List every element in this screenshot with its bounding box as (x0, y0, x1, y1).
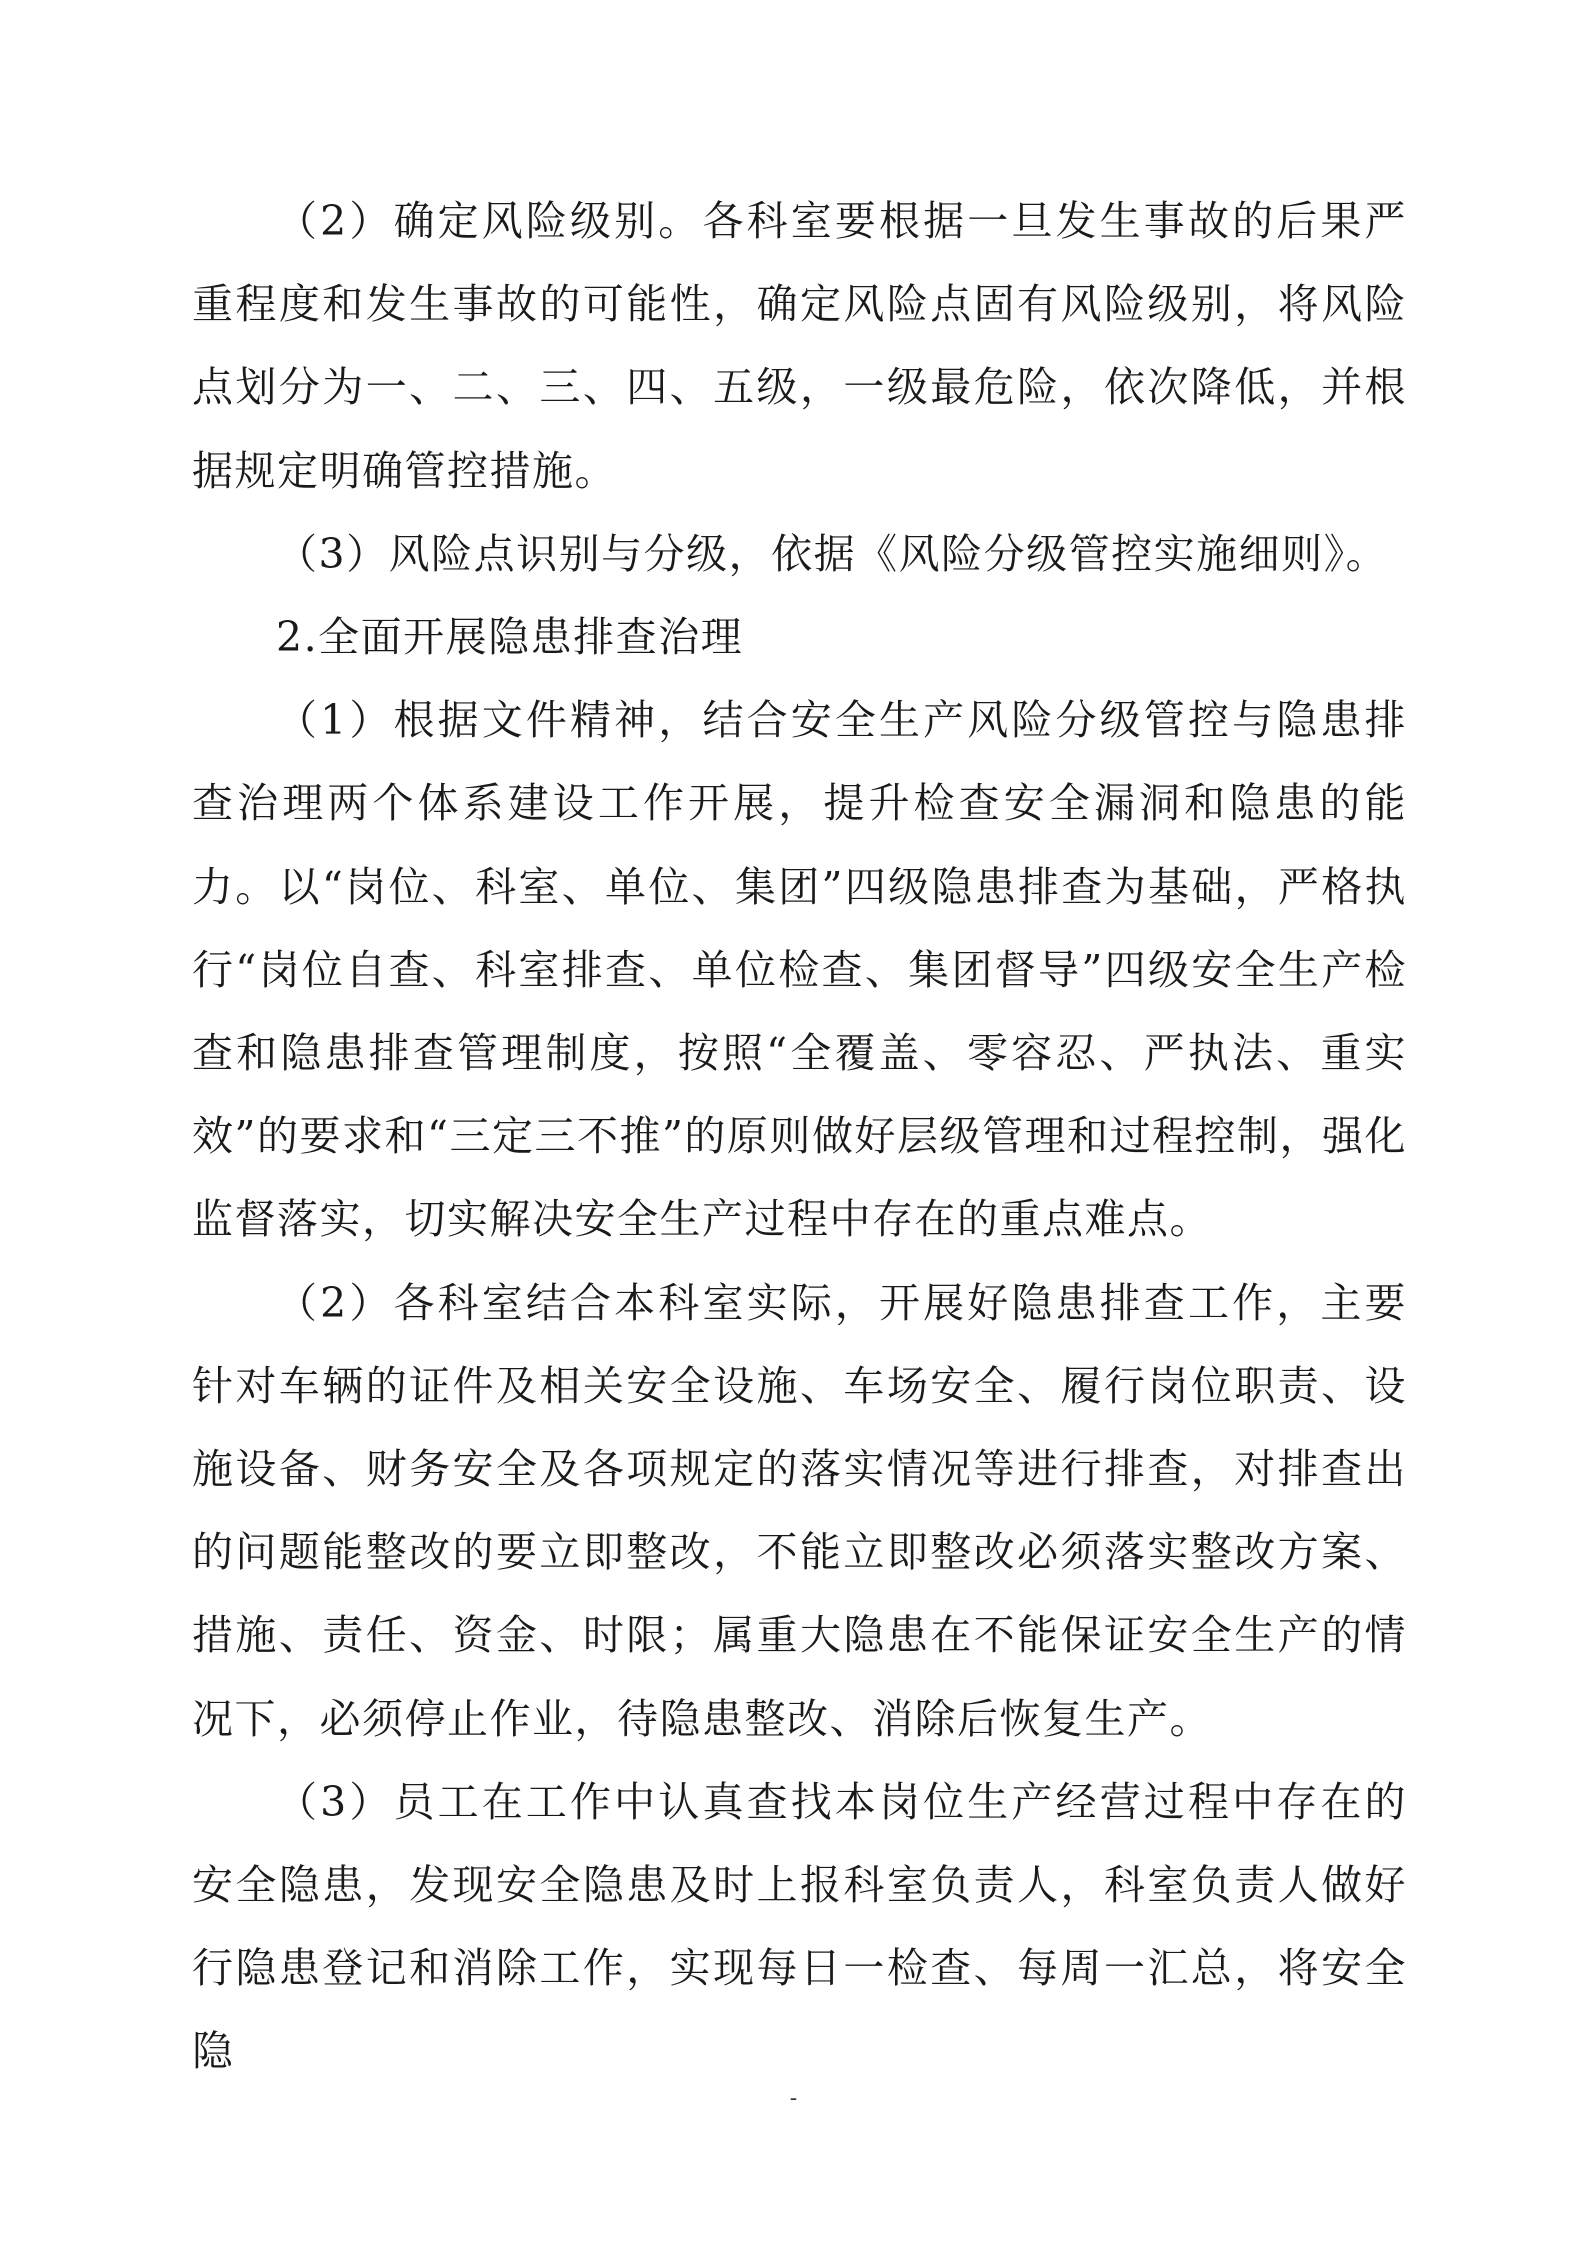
paragraph-risk-level: （2）确定风险级别。各科室要根据一旦发生事故的后果严重程度和发生事故的可能性，确定风险点固有风险级别，将风险点划分为一、二、三、四、五级，一级最危险，依次降低，并根据规定明确管控措施。 (192, 197, 1407, 495)
page-number: - (789, 2086, 798, 2111)
paragraph-department-investigation: （2）各科室结合本科室实际，开展好隐患排查工作，主要针对车辆的证件及相关安全设施、车场安全、履行岗位职责、设施设备、财务安全及各项规定的落实情况等进行排查，对排查出的问题能整改的要立即整改，不能立即整改必须落实整改方案、措施、责任、资金、时限；属重大隐患在不能保证安全生产的情况下，必须停止作业，待隐患整改、消除后恢复生产。 (192, 1278, 1407, 1743)
paragraph-risk-identification: （3）风险点识别与分级，依据《风险分级管控实施细则》。 (276, 529, 1389, 578)
section-heading-hazard-investigation: 2.全面开展隐患排查治理 (276, 613, 744, 662)
paragraph-employee-reporting: （3）员工在工作中认真查找本岗位生产经营过程中存在的安全隐患，发现安全隐患及时上报科室负责人，科室负责人做好行隐患登记和消除工作，实现每日一检查、每周一汇总，将安全隐 (192, 1777, 1407, 2076)
paragraph-hazard-system: （1）根据文件精神，结合安全生产风险分级管控与隐患排查治理两个体系建设工作开展，提升检查安全漏洞和隐患的能力。以“岗位、科室、单位、集团”四级隐患排查为基础，严格执行“岗位自查、科室排查、单位检查、集团督导”四级安全生产检查和隐患排查管理制度，按照“全覆盖、零容忍、严执法、重实效”的要求和“三定三不推”的原则做好层级管理和过程控制，强化监督落实，切实解决安全生产过程中存在的重点难点。 (192, 696, 1407, 1244)
body-text (192, 180, 1407, 2094)
